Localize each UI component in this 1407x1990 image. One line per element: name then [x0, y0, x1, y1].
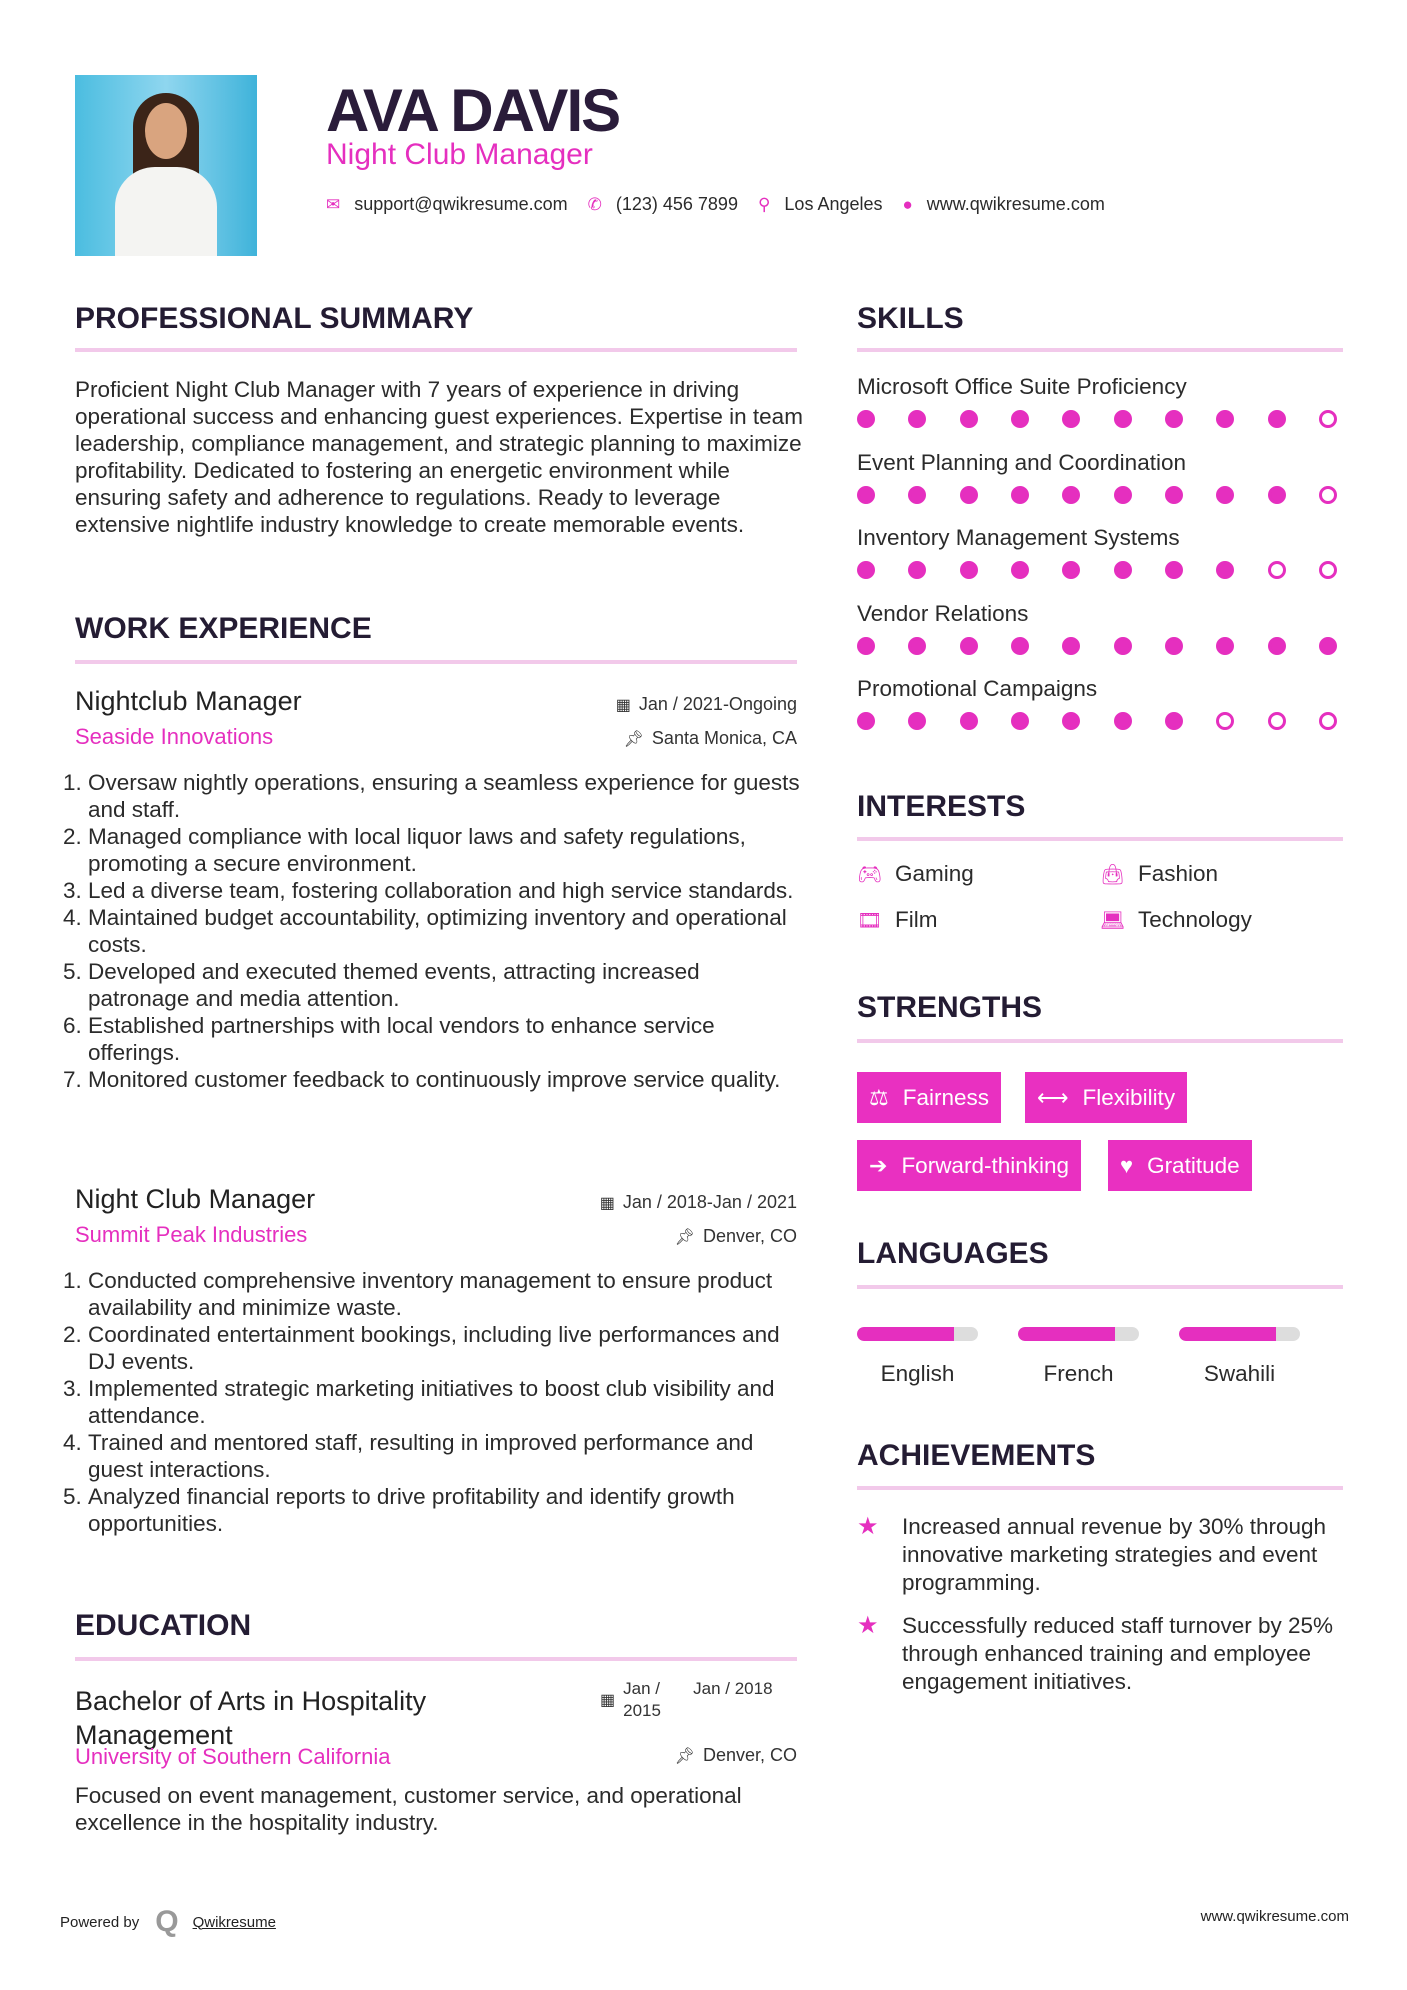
divider [857, 837, 1343, 841]
skill-name: Vendor Relations [857, 600, 1029, 626]
skill-rating [857, 712, 1337, 730]
filled-dot [960, 561, 978, 579]
brand-link[interactable]: Qwikresume [192, 1913, 276, 1931]
school: University of Southern California [75, 1744, 391, 1769]
phone: (123) 456 7899 [615, 194, 738, 214]
achievements-heading: ACHIEVEMENTS [857, 1439, 1096, 1472]
footer-website[interactable]: www.qwikresume.com [1200, 1908, 1349, 1925]
bullet-item: 4. Maintained budget accountability, optimizing inventory and operational costs. [88, 904, 800, 958]
divider [75, 348, 797, 352]
divider [857, 1039, 1343, 1043]
filled-dot [1216, 410, 1234, 428]
powered-by: Powered by [60, 1913, 140, 1931]
empty-dot [1319, 410, 1337, 428]
strength-tag [857, 1140, 1081, 1191]
filled-dot [1062, 712, 1080, 730]
interest-item [857, 907, 937, 933]
filled-dot [1011, 486, 1029, 504]
filled-dot [857, 410, 875, 428]
filled-dot [1114, 561, 1132, 579]
map-marker-icon: ⚲ [757, 194, 771, 214]
achievement-item [857, 1612, 1343, 1696]
skill-item [857, 676, 1343, 730]
filled-dot [1165, 486, 1183, 504]
bullet-item: 1. Conducted comprehensive inventory management to ensure product availability and minimize waste. [88, 1267, 800, 1321]
email[interactable]: support@qwikresume.com [354, 194, 568, 214]
skills-heading: SKILLS [857, 302, 964, 335]
education-heading: EDUCATION [75, 1609, 252, 1642]
filled-dot [908, 561, 926, 579]
skill-rating [857, 486, 1337, 504]
education-dates [600, 1678, 773, 1722]
language-item [1179, 1327, 1300, 1387]
filled-dot [960, 637, 978, 655]
achievement-text: Successfully reduced staff turnover by 25% through enhanced training and employee engagement initiatives. [902, 1613, 1334, 1694]
divider [857, 1285, 1343, 1289]
arrow-right-icon: ➔ [869, 1152, 888, 1178]
heart-icon: ♥ [1120, 1152, 1134, 1178]
interest-label: Film [895, 907, 938, 932]
strength-tag [857, 1072, 1001, 1123]
star-icon: ★ [857, 1612, 879, 1639]
language-level-bar [1018, 1327, 1139, 1341]
job-bullets [70, 769, 800, 1093]
shopping-bag-icon: 👜︎ [1100, 863, 1126, 886]
languages-heading: LANGUAGES [857, 1237, 1049, 1270]
filled-dot [1165, 410, 1183, 428]
filled-dot [1165, 561, 1183, 579]
bullet-item: 3. Implemented strategic marketing initiatives to boost club visibility and attendance. [88, 1375, 800, 1429]
calendar-icon: ▦ [615, 697, 631, 714]
bullet-item: 4. Trained and mentored staff, resulting in improved performance and guest interactions. [88, 1429, 800, 1483]
bullet-item: 2. Managed compliance with local liquor laws and safety regulations, promoting a secure environment. [88, 823, 800, 877]
interest-item [857, 861, 974, 887]
strength-label: Forward-thinking [901, 1152, 1070, 1178]
empty-dot [1268, 561, 1286, 579]
filled-dot [908, 410, 926, 428]
phone-icon: ✆ [587, 194, 602, 214]
filled-dot [1216, 486, 1234, 504]
dates-text: Jan / 2018-Jan / 2021 [622, 1192, 797, 1212]
interest-label: Fashion [1138, 861, 1219, 886]
bullet-item: 7. Monitored customer feedback to continuously improve service quality. [88, 1066, 800, 1093]
filled-dot [1114, 410, 1132, 428]
bullet-item: 3. Led a diverse team, fostering collaboration and high service standards. [88, 877, 800, 904]
location-text: Santa Monica, CA [651, 728, 797, 748]
achievement-text: Increased annual revenue by 30% through innovative marketing strategies and event programming. [902, 1514, 1327, 1595]
filled-dot [908, 712, 926, 730]
envelope-icon: ✉ [326, 194, 341, 214]
filled-dot [857, 712, 875, 730]
filled-dot [1268, 486, 1286, 504]
dates-text: Jan / 2021-Ongoing [638, 694, 797, 714]
strength-label: Gratitude [1147, 1152, 1240, 1178]
divider [857, 348, 1343, 352]
filled-dot [1114, 637, 1132, 655]
qwikresume-logo-icon: Q [155, 1905, 179, 1938]
filled-dot [1165, 712, 1183, 730]
calendar-icon: ▦ [600, 1692, 616, 1709]
pin-icon: 📌︎ [674, 1229, 695, 1246]
filled-dot [960, 410, 978, 428]
filled-dot [908, 486, 926, 504]
empty-dot [1268, 712, 1286, 730]
job-location [624, 728, 797, 749]
empty-dot [1216, 712, 1234, 730]
bullet-item: 5. Developed and executed themed events, attracting increased patronage and media attention. [88, 958, 800, 1012]
degree: Bachelor of Arts in Hospitality Management [75, 1686, 427, 1750]
gamepad-icon: 🎮︎ [857, 863, 883, 886]
strength-tag [1025, 1072, 1187, 1123]
education-location [675, 1745, 797, 1766]
filled-dot [960, 712, 978, 730]
bullet-item: 2. Coordinated entertainment bookings, including live performances and DJ events. [88, 1321, 800, 1375]
location-text: Denver, CO [702, 1745, 797, 1765]
calendar-icon: ▦ [599, 1195, 615, 1212]
filled-dot [1011, 637, 1029, 655]
job-bullets [70, 1267, 800, 1537]
filled-dot [1062, 637, 1080, 655]
bullet-item: 6. Established partnerships with local vendors to enhance service offerings. [88, 1012, 800, 1066]
filled-dot [1114, 486, 1132, 504]
bullet-item: 5. Analyzed financial reports to drive profitability and identify growth opportunities. [88, 1483, 800, 1537]
job-role: Nightclub Manager [75, 686, 302, 716]
globe-icon: ● [902, 194, 913, 214]
education-description: Focused on event management, customer service, and operational excellence in the hospitality industry. [75, 1783, 742, 1835]
summary-heading: PROFESSIONAL SUMMARY [75, 302, 474, 335]
filled-dot [857, 637, 875, 655]
strength-tag [1108, 1140, 1252, 1191]
arrows-horizontal-icon: ⟷ [1037, 1084, 1069, 1110]
divider [857, 1486, 1343, 1490]
skill-rating [857, 637, 1337, 655]
filled-dot [1165, 637, 1183, 655]
filled-dot [1011, 410, 1029, 428]
contact-row [326, 194, 1125, 215]
job-location [675, 1226, 797, 1247]
strength-label: Fairness [902, 1084, 990, 1110]
filled-dot [1319, 637, 1337, 655]
skill-name: Inventory Management Systems [857, 525, 1180, 550]
interests-heading: INTERESTS [857, 790, 1026, 823]
filled-dot [908, 637, 926, 655]
work-heading: WORK EXPERIENCE [75, 612, 372, 645]
filled-dot [1062, 561, 1080, 579]
skill-rating [857, 410, 1337, 428]
filled-dot [1114, 712, 1132, 730]
filled-dot [857, 486, 875, 504]
language-level-bar [1179, 1327, 1300, 1341]
filled-dot [1011, 561, 1029, 579]
skill-item [857, 601, 1343, 655]
footer-brand [60, 1905, 276, 1939]
filled-dot [1216, 637, 1234, 655]
company-name: Summit Peak Industries [75, 1222, 308, 1247]
skill-rating [857, 561, 1337, 579]
filled-dot [1011, 712, 1029, 730]
film-icon: 🎞︎ [857, 909, 883, 932]
filled-dot [1268, 410, 1286, 428]
job-dates [616, 694, 797, 715]
filled-dot [1268, 637, 1286, 655]
star-icon: ★ [857, 1513, 879, 1540]
strength-label: Flexibility [1082, 1084, 1176, 1110]
company-name: Seaside Innovations [75, 724, 274, 749]
language-level-bar [857, 1327, 978, 1341]
strengths-heading: STRENGTHS [857, 991, 1043, 1024]
start-date: Jan / 2015 [623, 1679, 661, 1720]
divider [75, 660, 797, 664]
divider [75, 1657, 797, 1661]
pin-icon: 📌︎ [674, 1748, 695, 1765]
interest-label: Gaming [895, 861, 974, 886]
laptop-icon: 💻︎ [1100, 909, 1126, 932]
skill-item [857, 374, 1343, 428]
language-label: French [1043, 1361, 1114, 1386]
bullet-item: 1. Oversaw nightly operations, ensuring a seamless experience for guests and staff. [88, 769, 800, 823]
skill-name: Microsoft Office Suite Proficiency [857, 374, 1187, 399]
candidate-name: AVA DAVIS [326, 77, 620, 144]
skill-item [857, 450, 1343, 504]
profile-photo [75, 75, 257, 256]
filled-dot [1062, 486, 1080, 504]
location-text: Denver, CO [702, 1226, 797, 1246]
language-label: Swahili [1203, 1361, 1276, 1386]
job-role: Night Club Manager [75, 1184, 316, 1214]
skill-name: Event Planning and Coordination [857, 449, 1186, 475]
interest-item [1100, 861, 1218, 887]
empty-dot [1319, 561, 1337, 579]
filled-dot [1062, 410, 1080, 428]
job-dates [600, 1192, 797, 1213]
language-label: English [880, 1361, 955, 1386]
summary-text: Proficient Night Club Manager with 7 years of experience in driving operational success and enhancing guest experiences. Expertise in team leadership, compliance management, and strategic planning to maximize profitability. Dedicated to fostering an energetic environment while ensuring safety and adherence to regulations. Ready to leverage extensive nightlife industry knowledge to create memorable events. [75, 377, 803, 537]
language-item [1018, 1327, 1139, 1387]
interest-item [1100, 907, 1252, 933]
pin-icon: 📌︎ [623, 731, 644, 748]
language-item [857, 1327, 978, 1387]
location: Los Angeles [784, 194, 883, 214]
balance-scale-icon: ⚖ [869, 1084, 889, 1110]
filled-dot [857, 561, 875, 579]
filled-dot [960, 486, 978, 504]
job-title: Night Club Manager [326, 138, 593, 171]
filled-dot [1216, 561, 1234, 579]
empty-dot [1319, 712, 1337, 730]
achievement-item [857, 1513, 1343, 1597]
skill-name: Promotional Campaigns [857, 676, 1098, 701]
website[interactable]: www.qwikresume.com [926, 194, 1105, 214]
interest-label: Technology [1138, 907, 1252, 932]
end-date: Jan / 2018 [693, 1679, 773, 1698]
empty-dot [1319, 486, 1337, 504]
skill-item [857, 525, 1343, 579]
